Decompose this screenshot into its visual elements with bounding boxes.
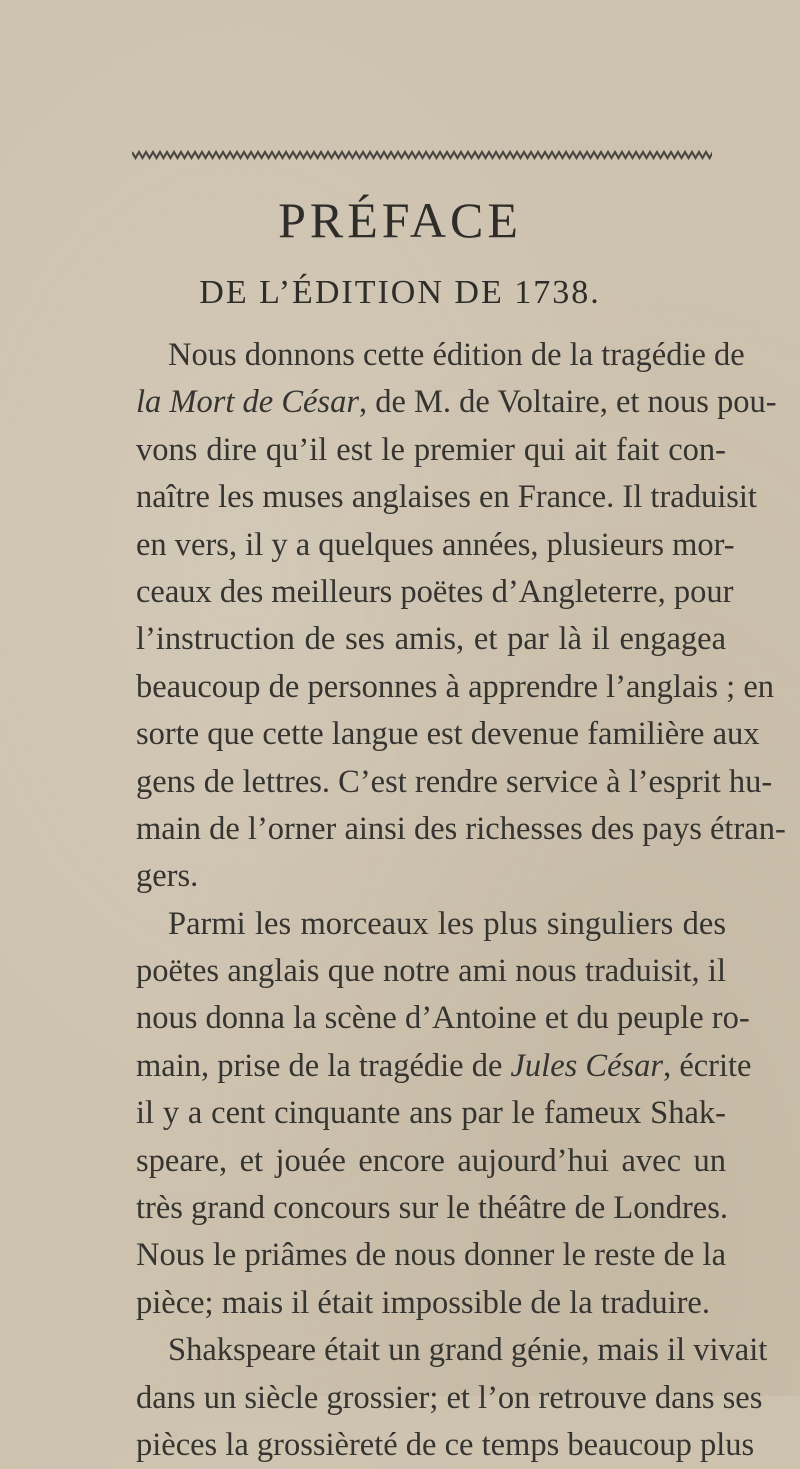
text-line: main de l’orner ainsi des richesses des pays étran- xyxy=(136,810,786,847)
text-line: l’instruction de ses amis, et par là il engagea xyxy=(136,621,726,658)
text-line: naître les muses anglaises en France. Il traduisit xyxy=(136,479,757,516)
text-run: , écrite xyxy=(663,1047,752,1084)
text-line: poëtes anglais que notre ami nous traduisit, il xyxy=(136,953,726,990)
text-line xyxy=(136,1043,752,1090)
text-line: gers. xyxy=(136,858,199,895)
text-line: gens de lettres. C’est rendre service à l’esprit hu- xyxy=(136,763,773,800)
text-line: nous donna la scène d’Antoine et du peuple ro- xyxy=(136,1000,750,1037)
text-line: Parmi les morceaux les plus singuliers des xyxy=(168,905,726,942)
text-line: pièces la grossièreté de ce temps beaucoup plus xyxy=(136,1426,755,1463)
text-line: très grand concours sur le théâtre de Londres. xyxy=(136,1190,728,1227)
text-line: en vers, il y a quelques années, plusieurs mor- xyxy=(136,526,735,563)
text-line: ceaux des meilleurs poëtes d’Angleterre, pour xyxy=(136,573,734,610)
text-line: pièce; mais il était impossible de la traduire. xyxy=(136,1284,710,1321)
decorative-border-ornament xyxy=(132,146,712,164)
zigzag-rule xyxy=(132,152,712,158)
text-line: dans un siècle grossier; et l’on retrouve dans ses xyxy=(136,1379,763,1416)
italic-title: la Mort de César xyxy=(136,384,359,421)
preface-text xyxy=(136,332,786,1469)
page-subtitle: DE L’ÉDITION DE 1738. xyxy=(199,274,601,311)
text-run: main, prise de la tragédie de xyxy=(136,1047,511,1084)
text-line: speare, et jouée encore aujourd’hui avec un xyxy=(136,1142,726,1179)
text-line: il y a cent cinquante ans par le fameux Shak- xyxy=(136,1095,726,1132)
text-line: vons dire qu’il est le premier qui ait fait con- xyxy=(136,431,726,468)
text-line xyxy=(136,379,777,426)
text-line: Nous le priâmes de nous donner le reste de la xyxy=(136,1237,726,1274)
text-line: sorte que cette langue est devenue familière aux xyxy=(136,716,760,753)
page-title: PRÉFACE xyxy=(278,192,522,248)
text-line: beaucoup de personnes à apprendre l’anglais ; en xyxy=(136,668,775,705)
text-line: Nous donnons cette édition de la tragédie de xyxy=(168,337,745,373)
text-line: Shakspeare était un grand génie, mais il vivait xyxy=(168,1332,768,1369)
text-run: , de M. de Voltaire, et nous pou- xyxy=(358,384,777,421)
italic-title: Jules César xyxy=(510,1047,664,1084)
